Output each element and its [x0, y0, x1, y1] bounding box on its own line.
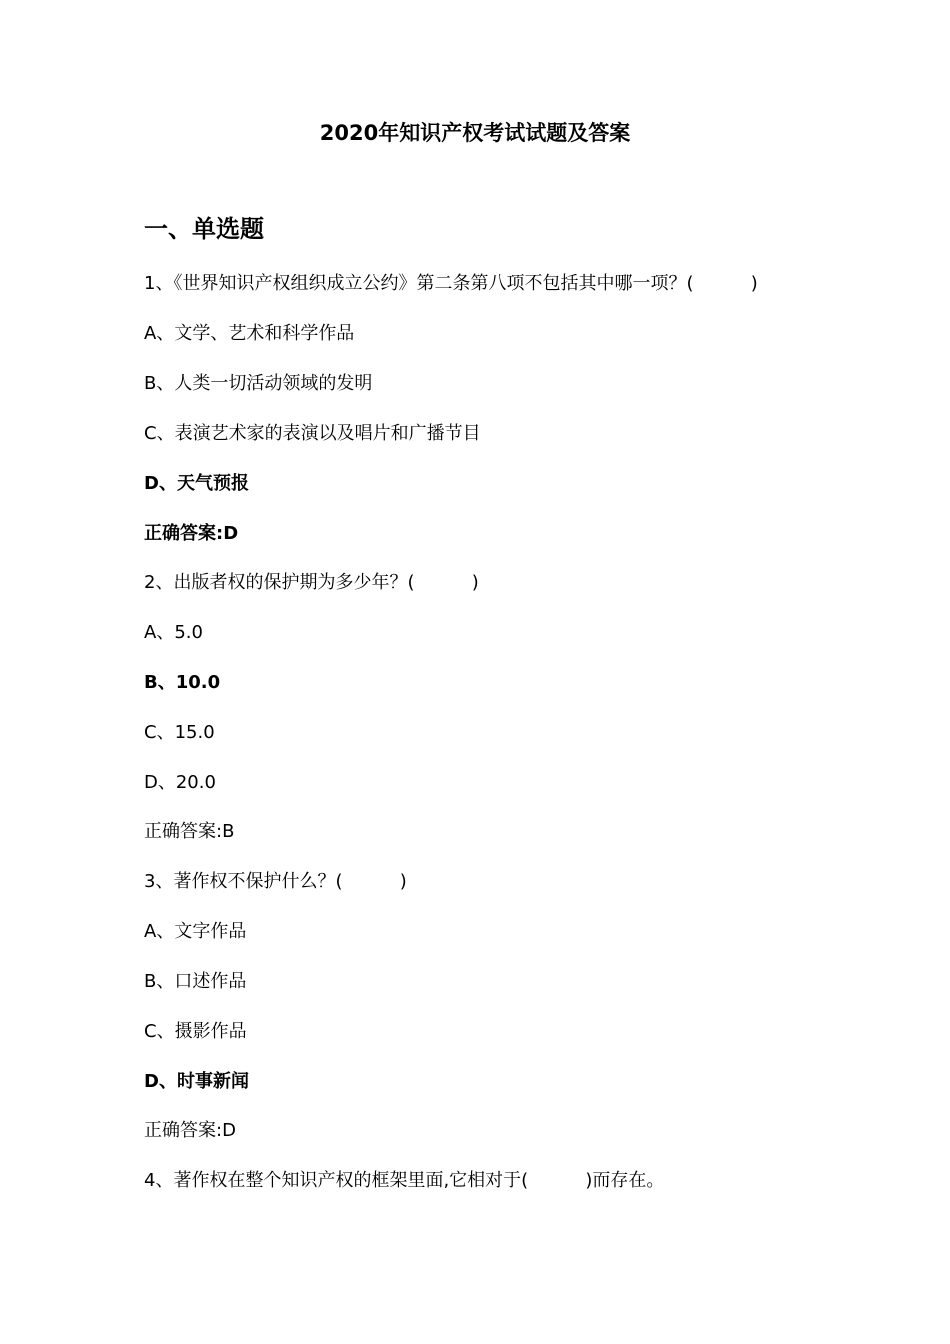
q3-option-a: A、文字作品 — [144, 921, 247, 942]
section-heading: 一、单选题 — [144, 215, 264, 243]
q1-answer: 正确答案:D — [144, 523, 239, 544]
q1-option-d: D、天气预报 — [144, 473, 249, 494]
question-2: 2、出版者权的保护期为多少年？( ) — [144, 572, 479, 593]
document-title: 2020年知识产权考试试题及答案 — [319, 121, 631, 145]
q1-option-c: C、表演艺术家的表演以及唱片和广播节目 — [144, 423, 481, 444]
q3-answer: 正确答案:D — [144, 1120, 236, 1141]
question-1: 1、《世界知识产权组织成立公约》第二条第八项不包括其中哪一项？( ) — [144, 273, 758, 294]
q1-option-a: A、文学、艺术和科学作品 — [144, 323, 355, 344]
q3-option-b: B、口述作品 — [144, 971, 247, 992]
q3-option-c: C、摄影作品 — [144, 1021, 247, 1042]
question-4: 4、著作权在整个知识产权的框架里面,它相对于( )而存在。 — [144, 1170, 665, 1191]
q2-option-b: B、10.0 — [144, 672, 221, 693]
q2-option-c: C、15.0 — [144, 722, 215, 743]
q1-option-b: B、人类一切活动领域的发明 — [144, 373, 373, 394]
q2-answer: 正确答案:B — [144, 821, 235, 842]
q2-option-d: D、20.0 — [144, 772, 216, 793]
question-3: 3、著作权不保护什么？( ) — [144, 871, 407, 892]
q2-option-a: A、5.0 — [144, 622, 203, 643]
q3-option-d: D、时事新闻 — [144, 1071, 249, 1092]
